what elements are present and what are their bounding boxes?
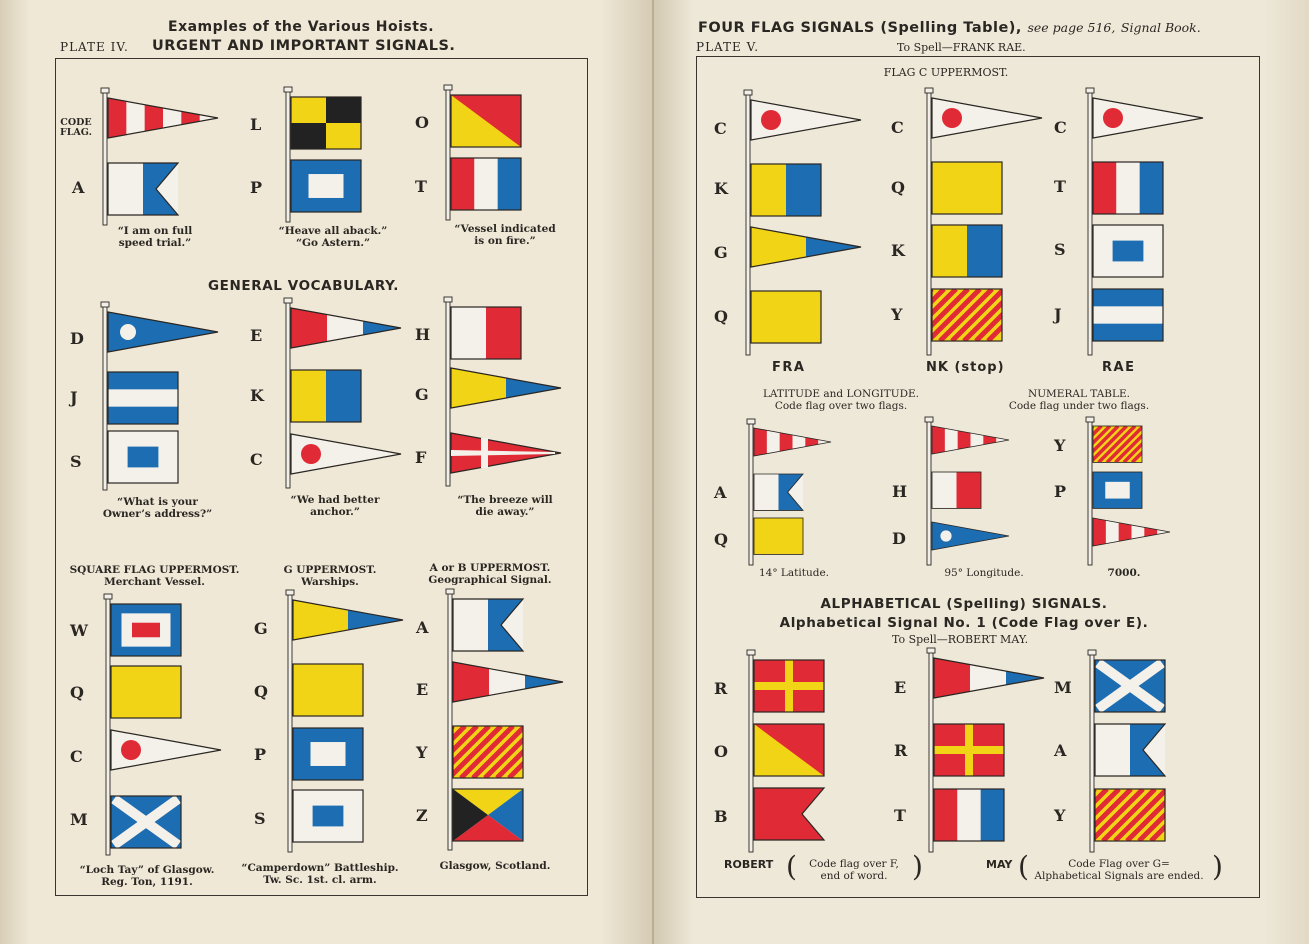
hoist-nk-pole xyxy=(927,92,931,355)
letter-d: D xyxy=(70,329,84,348)
right-flag-illustrations xyxy=(654,0,1309,944)
hoist-code-a-flag-pencode-1 xyxy=(108,98,219,138)
hoist-g-q-p-s-pole-truck xyxy=(286,590,294,595)
letter-s-bottom: S xyxy=(254,809,266,828)
hoist-latitude-mark-3 xyxy=(754,518,803,554)
hoist-o-t-pole xyxy=(446,89,450,220)
hoist-l-p-flag-l-1 xyxy=(291,97,361,149)
heading-latitude-longitude: LATITUDE and LONGITUDE. Code flag over two flags. xyxy=(762,388,920,412)
right-page-plate-v xyxy=(654,0,1309,944)
group-label-rae: RAE xyxy=(1102,360,1136,375)
group-label-fra: FRA xyxy=(772,360,806,375)
letter-c-col1: C xyxy=(714,119,727,138)
hoist-d-j-s-flag-j-2 xyxy=(108,372,178,424)
hoist-d-j-s-flag-s-3 xyxy=(108,431,178,483)
code-flag-label: CODE FLAG. xyxy=(60,117,92,138)
hoist-longitude-mark-3 xyxy=(932,522,1009,550)
hoist-numeral-mark-3 xyxy=(1093,518,1170,546)
hoist-w-q-c-m-flag-q-2 xyxy=(111,666,181,718)
hoist-g-q-p-s-pole xyxy=(288,594,292,852)
hoist-w-q-c-m-pole-truck xyxy=(104,594,112,599)
hoist-latitude-mark-1 xyxy=(754,428,831,456)
hoist-numeral-mark-1-diagonals xyxy=(1006,426,1168,462)
hoist-nk-flag-y-4 xyxy=(808,289,1040,341)
letter-e: E xyxy=(250,326,263,345)
letter-k-col2: K xyxy=(891,241,905,260)
caption-heave-aback: “Heave all aback.” “Go Astern.” xyxy=(278,225,388,249)
heading-g-uppermost: G UPPERMOST. Warships. xyxy=(283,564,377,588)
hoist-g-q-p-s-flag-p-3 xyxy=(293,728,363,780)
hoist-e-k-c-pole-truck xyxy=(284,298,292,303)
hoist-latitude-flag-a-2 xyxy=(754,474,803,510)
hoist-latitude-flag-pencode-1 xyxy=(754,428,831,456)
hoist-fra-flag-q-4 xyxy=(751,291,821,343)
hoist-longitude-flag-pend-3 xyxy=(932,522,1009,550)
caption-vessel-on-fire: “Vessel indicated is on fire.” xyxy=(454,223,556,247)
hoist-o-t-flag-o-1 xyxy=(451,95,521,147)
caption-7000: 7000. xyxy=(1107,567,1141,579)
paren-open-may: ( xyxy=(1018,850,1029,883)
hoist-latitude-pole-truck xyxy=(747,419,755,424)
letter-y-col2: Y xyxy=(891,305,903,324)
hoist-w-q-c-m-flag-w-1 xyxy=(111,604,181,656)
hoist-h-g-f-pole-truck xyxy=(444,297,452,302)
hoist-longitude-flag-h-2 xyxy=(932,472,981,508)
hoist-e-k-c-flag-penc-3 xyxy=(291,434,401,474)
letter-y-may: Y xyxy=(1054,806,1066,825)
alphabetical-signal-no1-heading: Alphabetical Signal No. 1 (Code Flag over E). xyxy=(779,615,1149,631)
hoist-fra-flag-k-2 xyxy=(751,164,821,216)
hoist-numeral-mark-3-stripes xyxy=(1093,518,1170,546)
hoist-e-r-t-flag-t-3 xyxy=(934,789,1004,841)
hoist-a-e-y-z-flag-y-3 xyxy=(329,726,561,778)
hoist-m-a-y-pole-truck xyxy=(1088,650,1096,655)
hoist-g-q-p-s-flag-s-4 xyxy=(293,790,363,842)
letter-d-longitude: D xyxy=(892,529,906,548)
hoist-nk-flag-y-4-diagonals xyxy=(808,289,1040,341)
hoist-code-a-pole xyxy=(103,92,107,225)
hoist-l-p-pole xyxy=(286,91,290,222)
hoist-r-o-b-flag-r-1 xyxy=(754,660,824,712)
letter-j: J xyxy=(70,388,78,407)
hoist-numeral-mark-1 xyxy=(1006,426,1168,462)
letter-y-numeral: Y xyxy=(1054,436,1066,455)
hoist-h-g-f-flag-penf-3 xyxy=(451,433,561,473)
hoist-a-e-y-z-flag-z-4 xyxy=(453,789,523,841)
hoist-e-r-t-flag-r-2 xyxy=(934,724,1004,776)
letter-m: M xyxy=(70,810,88,829)
hoist-w-q-c-m-flag-penc-3 xyxy=(111,730,221,770)
hoist-numeral-pole xyxy=(1088,421,1092,565)
caption-14-latitude: 14° Latitude. xyxy=(758,567,829,579)
hoist-e-r-t-pole xyxy=(929,652,933,852)
hoist-fra-flag-penc-1 xyxy=(751,100,861,140)
hoist-numeral-flag-pencode-3 xyxy=(1093,518,1170,546)
hoist-e-k-c-flag-k-2 xyxy=(291,370,361,422)
letter-r-robert: R xyxy=(714,679,728,698)
caption-better-anchor: “We had better anchor.” xyxy=(290,494,380,518)
hoist-g-q-p-s-flag-q-2 xyxy=(293,664,363,716)
letter-e-robert: E xyxy=(894,678,907,697)
letter-m-may: M xyxy=(1054,678,1072,697)
hoist-longitude-mark-1-stripes xyxy=(932,426,1009,454)
heading-square-flag-uppermost: SQUARE FLAG UPPERMOST. Merchant Vessel. xyxy=(69,564,240,588)
hoist-rae-flag-s-3 xyxy=(1093,225,1163,277)
hoist-rae-pole xyxy=(1088,92,1092,355)
hoist-latitude-mark-2 xyxy=(754,474,803,510)
letter-c-bottom: C xyxy=(70,747,83,766)
letter-j-col3: J xyxy=(1054,305,1062,324)
caption-robert-note: Code flag over F, end of word. xyxy=(809,858,899,882)
letter-a-bottom: A xyxy=(416,618,429,637)
letter-s-col3: S xyxy=(1054,240,1066,259)
hoist-nk-flag-k-3 xyxy=(932,225,1002,277)
hoist-w-q-c-m-pole xyxy=(106,598,110,855)
hoist-m-a-y-flag-a-2 xyxy=(1095,724,1165,776)
letter-q-col2: Q xyxy=(891,178,905,197)
hoist-d-j-s-flag-pend-1 xyxy=(108,312,218,352)
hoist-latitude-mark-1-stripes xyxy=(754,428,831,456)
letter-g-bottom: G xyxy=(254,619,268,638)
letter-p-numeral: P xyxy=(1054,482,1067,501)
flag-c-uppermost-heading: FLAG C UPPERMOST. xyxy=(883,66,1009,79)
hoist-e-k-c-pole xyxy=(286,302,290,488)
hoist-g-q-p-s-flag-peng-1 xyxy=(293,600,403,640)
caption-breeze-die-away: “The breeze will die away.” xyxy=(457,494,553,518)
letter-k-col1: K xyxy=(714,179,728,198)
to-spell-robert-may: To Spell—ROBERT MAY. xyxy=(892,633,1029,646)
hoist-code-a-flag-a-2 xyxy=(108,163,178,215)
hoist-nk-pole-truck xyxy=(925,88,933,93)
hoist-numeral-flag-y-1 xyxy=(1006,426,1168,462)
letter-h-longitude: H xyxy=(892,482,908,501)
letter-t-robert: T xyxy=(894,806,906,825)
letter-o-robert: O xyxy=(714,742,728,761)
letter-c-col3: C xyxy=(1054,118,1067,137)
hoist-longitude-flag-pencode-1 xyxy=(932,426,1009,454)
letter-a-latitude: A xyxy=(714,483,727,502)
hoist-rae-pole-truck xyxy=(1086,88,1094,93)
left-plate-number: PLATE IV. xyxy=(60,40,129,54)
to-spell-frank-rae: To Spell—FRANK RAE. xyxy=(897,41,1026,54)
hoist-h-g-f-flag-h-1 xyxy=(451,307,521,359)
hoist-h-g-f-flag-peng-2 xyxy=(451,368,561,408)
left-page-title: Examples of the Various Hoists. xyxy=(168,19,435,35)
general-vocabulary-heading: GENERAL VOCABULARY. xyxy=(208,278,400,294)
hoist-longitude-pole-truck xyxy=(925,417,933,422)
letter-q: Q xyxy=(70,683,84,702)
left-page-plate-iv xyxy=(0,0,654,944)
heading-numeral-table: NUMERAL TABLE. Code flag under two flags. xyxy=(1008,388,1150,412)
letter-y-bottom: Y xyxy=(416,743,428,762)
hoist-d-j-s-pole-truck xyxy=(101,302,109,307)
letter-p: P xyxy=(250,178,263,197)
hoist-numeral-pole-truck xyxy=(1086,417,1094,422)
hoist-longitude-mark-2 xyxy=(932,472,981,508)
hoist-m-a-y-pole xyxy=(1090,654,1094,852)
caption-robert: ROBERT xyxy=(724,858,774,871)
letter-c-col2: C xyxy=(891,118,904,137)
hoist-fra-pole xyxy=(746,94,750,355)
letter-q-latitude: Q xyxy=(714,530,728,549)
hoist-o-t-flag-t-2 xyxy=(451,158,521,210)
letter-f: F xyxy=(415,448,427,467)
hoist-l-p-pole-truck xyxy=(284,87,292,92)
hoist-code-a-pole-truck xyxy=(101,88,109,93)
letter-t: T xyxy=(415,177,427,196)
hoist-a-e-y-z-flag-pene-2 xyxy=(453,662,563,702)
letter-o: O xyxy=(415,113,429,132)
hoist-e-r-t-pole-truck xyxy=(927,648,935,653)
caption-camperdown: “Camperdown” Battleship. Tw. Sc. 1st. cl. arm. xyxy=(241,862,399,886)
letter-h: H xyxy=(415,325,431,344)
hoist-l-p-flag-p-2 xyxy=(291,160,361,212)
hoist-a-e-y-z-flag-a-1 xyxy=(453,599,523,651)
left-flag-illustrations xyxy=(0,0,652,944)
hoist-code-a-flag-pencode-1-stripes xyxy=(108,98,219,138)
hoist-d-j-s-pole xyxy=(103,306,107,490)
caption-may-note: Code Flag over G= Alphabetical Signals are ended. xyxy=(1034,858,1204,882)
hoist-nk-flag-q-2 xyxy=(932,162,1002,214)
hoist-o-t-pole-truck xyxy=(444,85,452,90)
hoist-rae-flag-j-4 xyxy=(1093,289,1163,341)
paren-close-robert: ) xyxy=(912,850,923,883)
caption-owners-address: “What is your Owner’s address?” xyxy=(102,496,213,520)
hoist-longitude-mark-1 xyxy=(932,426,1009,454)
letter-g: G xyxy=(415,385,429,404)
letter-s: S xyxy=(70,452,82,471)
letter-c: C xyxy=(250,450,263,469)
hoist-m-a-y-flag-y-3-diagonals xyxy=(971,789,1203,841)
hoist-m-a-y-flag-m-1 xyxy=(1095,660,1165,712)
hoist-a-e-y-z-flag-y-3-diagonals xyxy=(329,726,561,778)
letter-z-bottom: Z xyxy=(416,806,428,825)
hoist-longitude-pole xyxy=(927,421,931,565)
hoist-e-r-t-flag-pene-1 xyxy=(934,658,1044,698)
caption-95-longitude: 95° Longitude. xyxy=(944,567,1024,579)
hoist-rae-flag-penc-1 xyxy=(1093,98,1203,138)
letter-p-bottom: P xyxy=(254,745,267,764)
hoist-r-o-b-flag-o-2 xyxy=(754,724,824,776)
heading-a-or-b-uppermost: A or B UPPERMOST. Geographical Signal. xyxy=(428,562,552,586)
letter-a-may: A xyxy=(1054,741,1067,760)
letter-k: K xyxy=(250,386,264,405)
hoist-fra-pole-truck xyxy=(744,90,752,95)
letter-w: W xyxy=(70,621,88,640)
right-plate-number: PLATE V. xyxy=(696,40,760,54)
letter-b-robert: B xyxy=(714,807,728,826)
hoist-w-q-c-m-flag-m-4 xyxy=(111,796,181,848)
left-page-subtitle: URGENT AND IMPORTANT SIGNALS. xyxy=(152,38,456,54)
letter-r2-robert: R xyxy=(894,741,908,760)
hoist-e-k-c-flag-pene-1 xyxy=(291,308,401,348)
alphabetical-signals-heading: ALPHABETICAL (Spelling) SIGNALS. xyxy=(820,596,1108,612)
hoist-r-o-b-pole-truck xyxy=(747,650,755,655)
hoist-r-o-b-flag-b-3 xyxy=(754,788,824,840)
hoist-numeral-mark-2 xyxy=(1093,472,1142,508)
right-page-title: FOUR FLAG SIGNALS (Spelling Table), see page 516, Signal Book. xyxy=(698,20,1201,36)
caption-glasgow-scotland: Glasgow, Scotland. xyxy=(439,860,551,872)
paren-open-robert: ( xyxy=(786,850,797,883)
hoist-latitude-pole xyxy=(749,423,753,565)
hoist-rae-flag-t-2 xyxy=(1093,162,1163,214)
hoist-latitude-flag-q-3 xyxy=(754,518,803,554)
hoist-a-e-y-z-pole xyxy=(448,593,452,850)
letter-a: A xyxy=(72,178,85,197)
letter-e-bottom: E xyxy=(416,680,429,699)
hoist-fra-flag-peng-3 xyxy=(751,227,861,267)
caption-full-speed: “I am on full speed trial.” xyxy=(117,225,193,249)
letter-q-col1: Q xyxy=(714,307,728,326)
hoist-h-g-f-pole xyxy=(446,301,450,486)
letter-t-col3: T xyxy=(1054,177,1066,196)
hoist-a-e-y-z-pole-truck xyxy=(446,589,454,594)
hoist-r-o-b-pole xyxy=(749,654,753,852)
group-label-nk-stop: NK (stop) xyxy=(926,360,1005,375)
letter-g-col1: G xyxy=(714,243,728,262)
letter-l: L xyxy=(250,115,262,134)
letter-q-bottom: Q xyxy=(254,682,268,701)
caption-may: MAY xyxy=(986,858,1013,871)
hoist-m-a-y-flag-y-3 xyxy=(971,789,1203,841)
hoist-nk-flag-penc-1 xyxy=(932,98,1042,138)
caption-loch-tay: “Loch Tay” of Glasgow. Reg. Ton, 1191. xyxy=(79,864,215,888)
hoist-numeral-flag-p-2 xyxy=(1093,472,1142,508)
paren-close-may: ) xyxy=(1212,850,1223,883)
